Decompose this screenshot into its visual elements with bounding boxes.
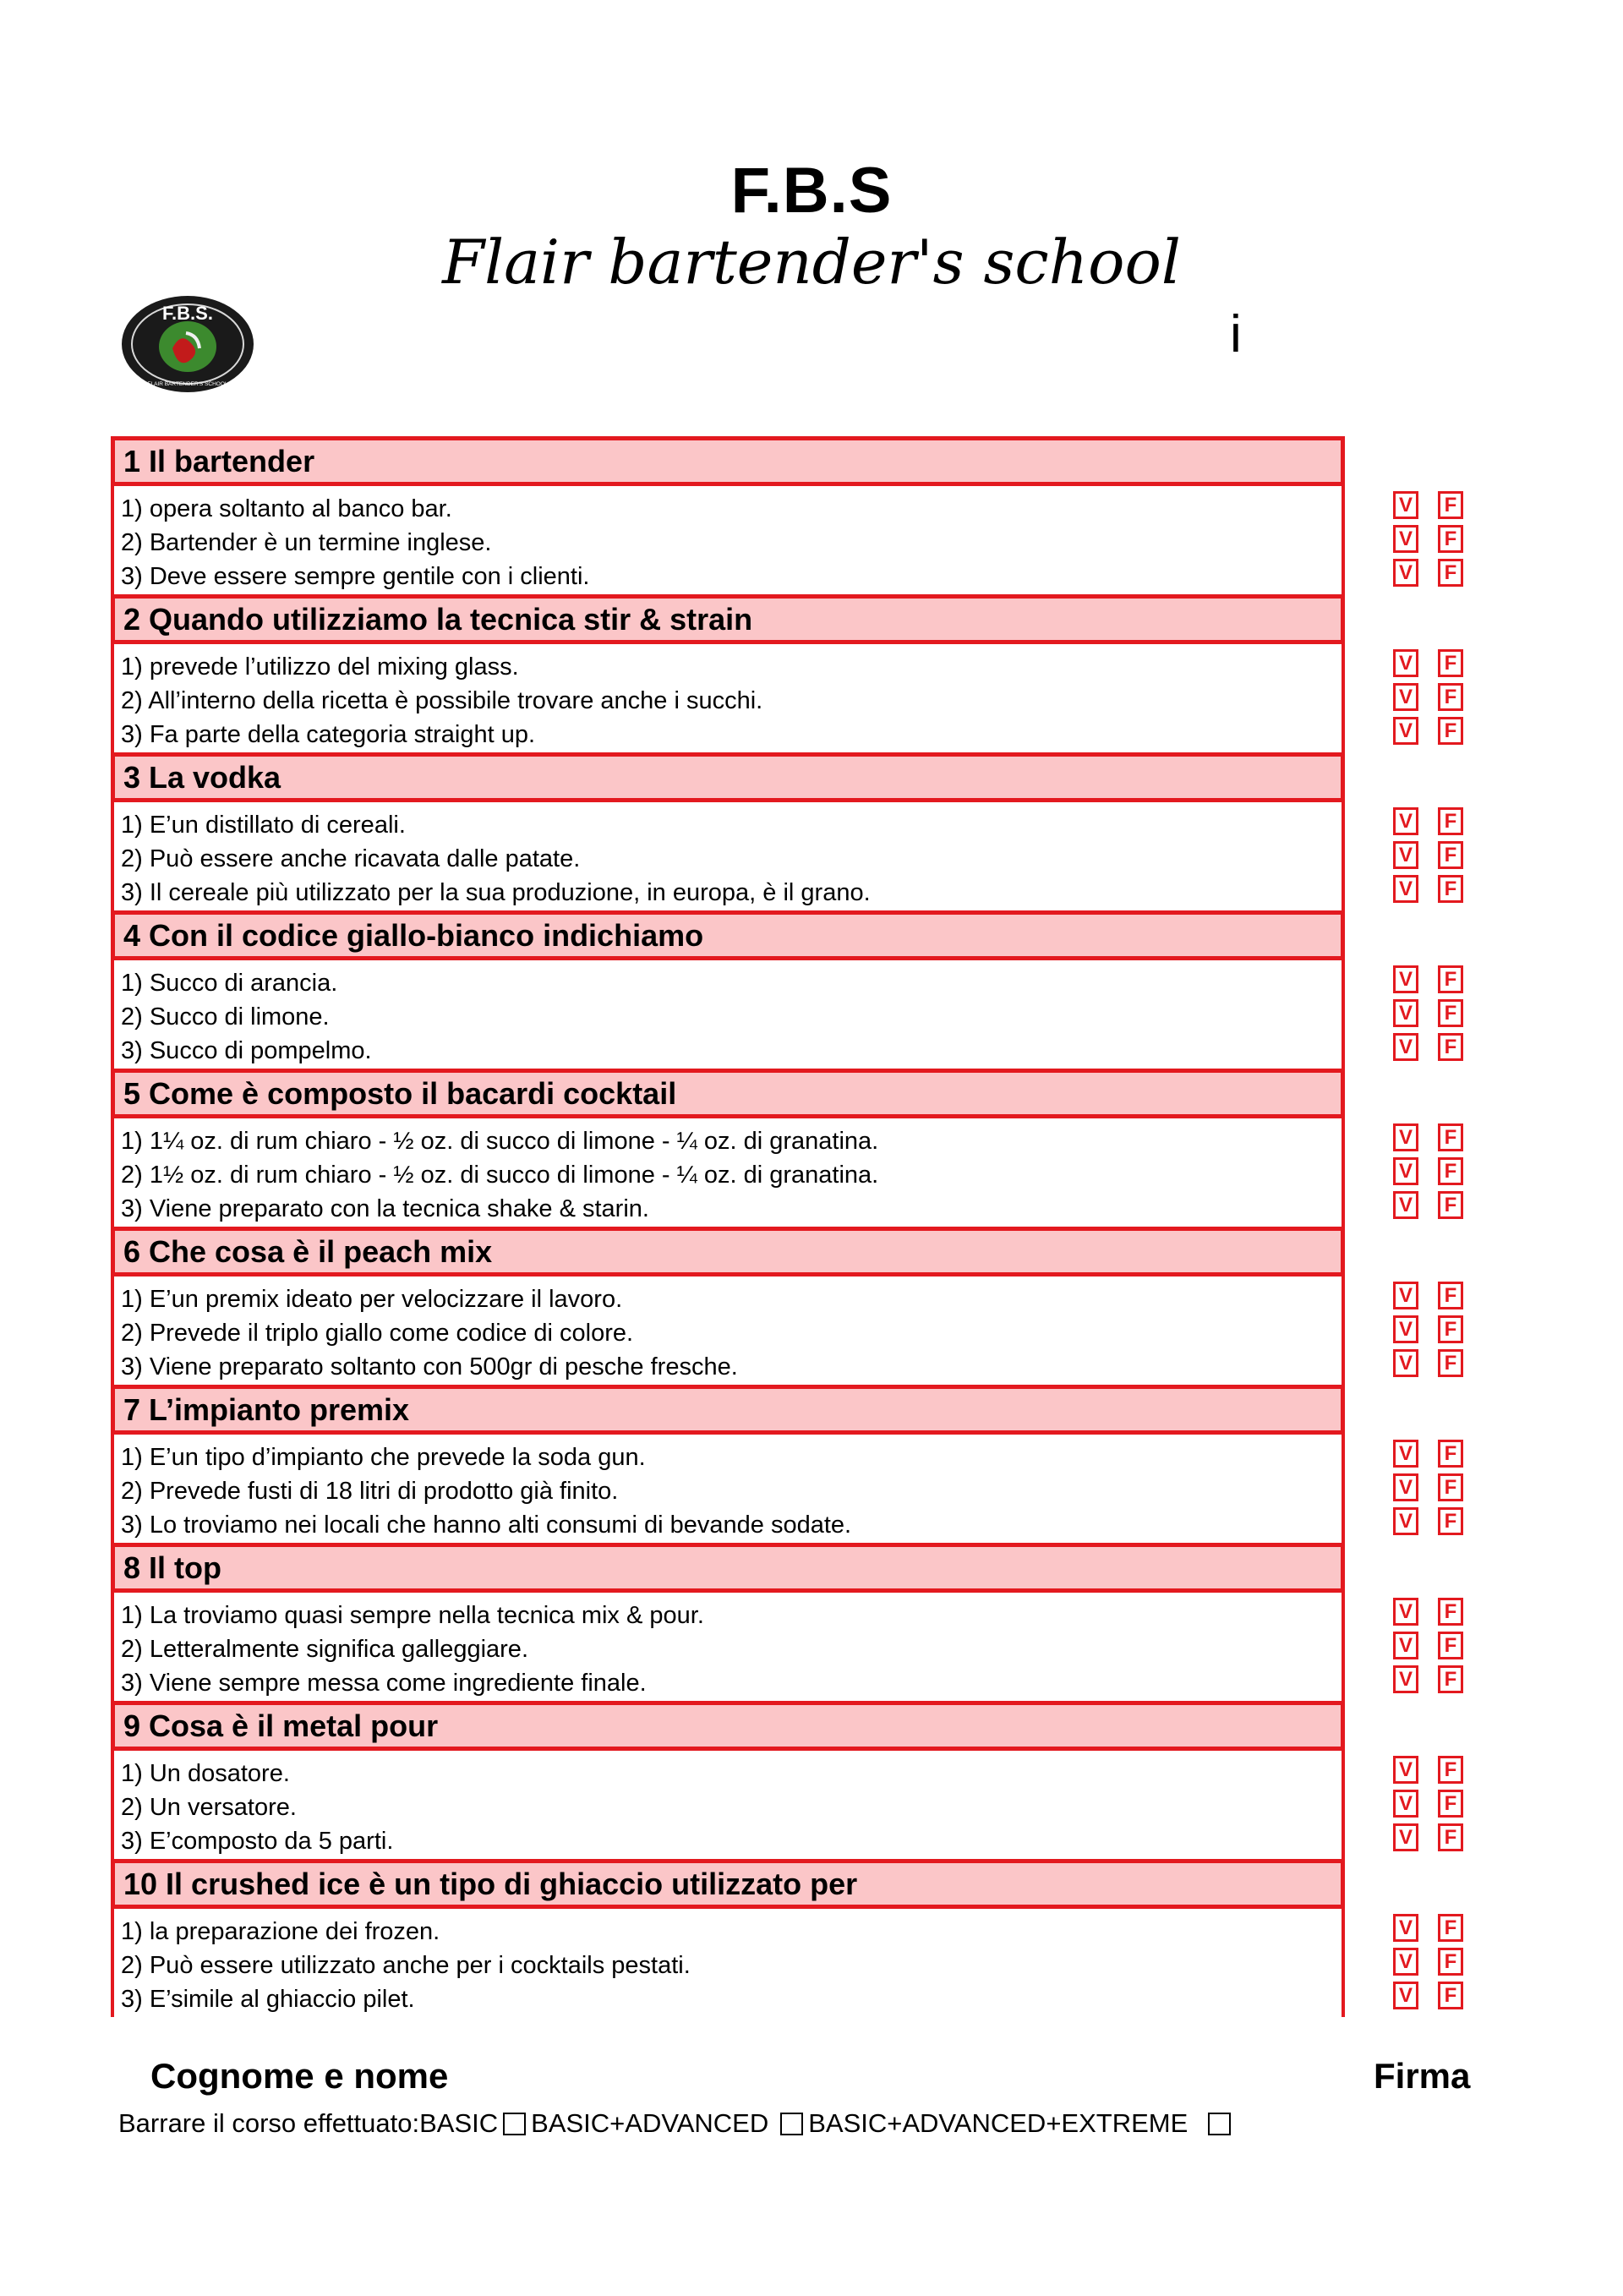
true-checkbox[interactable]: V (1393, 1473, 1418, 1501)
answer-option: 3) Deve essere sempre gentile con i clienti. (121, 563, 590, 590)
answer-option: 1) opera soltanto al banco bar. (121, 495, 452, 522)
question-options (111, 1751, 1345, 1859)
page-title: F.B.S (730, 155, 893, 227)
answer-option: 2) Prevede fusti di 18 litri di prodotto già finito. (121, 1478, 619, 1505)
course-checkbox-basic-advanced[interactable] (780, 2113, 803, 2135)
question-options (111, 486, 1345, 594)
false-checkbox[interactable]: F (1438, 1598, 1463, 1626)
answer-option: 1) Succo di arancia. (121, 970, 338, 997)
question-title: 2 Quando utilizziamo la tecnica stir & strain (111, 594, 1345, 644)
course-checkbox-basic[interactable] (503, 2113, 526, 2135)
question-options (111, 1435, 1345, 1543)
false-checkbox[interactable]: F (1438, 1033, 1463, 1061)
false-checkbox[interactable]: F (1438, 1756, 1463, 1784)
question-title: 5 Come è composto il bacardi cocktail (111, 1069, 1345, 1118)
question-title: 1 Il bartender (111, 436, 1345, 486)
answer-option: 3) E’composto da 5 parti. (121, 1828, 394, 1855)
true-checkbox[interactable]: V (1393, 559, 1418, 587)
false-checkbox[interactable]: F (1438, 1948, 1463, 1976)
answer-option: 2) Succo di limone. (121, 1003, 330, 1030)
false-checkbox[interactable]: F (1438, 1282, 1463, 1309)
answer-option: 2) All’interno della ricetta è possibile trovare anche i succhi. (121, 687, 763, 714)
true-checkbox[interactable]: V (1393, 965, 1418, 993)
true-checkbox[interactable]: V (1393, 1598, 1418, 1626)
false-checkbox[interactable]: F (1438, 1982, 1463, 2009)
school-logo (120, 294, 255, 394)
true-checkbox[interactable]: V (1393, 1191, 1418, 1219)
true-checkbox[interactable]: V (1393, 1632, 1418, 1659)
question-options (111, 1593, 1345, 1701)
course-option-basic: BASIC (419, 2108, 499, 2138)
true-checkbox[interactable]: V (1393, 875, 1418, 903)
true-checkbox[interactable]: V (1393, 1982, 1418, 2009)
true-checkbox[interactable]: V (1393, 1948, 1418, 1976)
answer-option: 2) Un versatore. (121, 1794, 297, 1821)
true-checkbox[interactable]: V (1393, 717, 1418, 745)
false-checkbox[interactable]: F (1438, 1191, 1463, 1219)
course-option-basic-advanced: BASIC+ADVANCED (531, 2108, 769, 2138)
page-subtitle: Flair bartender's school (442, 227, 1181, 298)
quiz-table (111, 436, 1345, 2017)
answer-option: 1) Un dosatore. (121, 1760, 290, 1787)
question-options (111, 1118, 1345, 1227)
answer-option: 1) La troviamo quasi sempre nella tecnica mix & pour. (121, 1602, 704, 1629)
answer-option: 2) Prevede il triplo giallo come codice di colore. (121, 1320, 634, 1347)
answer-option: 3) Viene sempre messa come ingrediente finale. (121, 1670, 647, 1697)
true-checkbox[interactable]: V (1393, 1790, 1418, 1818)
false-checkbox[interactable]: F (1438, 683, 1463, 711)
question-options (111, 1909, 1345, 2017)
answer-option: 3) Il cereale più utilizzato per la sua produzione, in europa, è il grano. (121, 879, 871, 906)
stray-mark: i (1230, 305, 1242, 364)
false-checkbox[interactable]: F (1438, 965, 1463, 993)
answer-option: 2) 1½ oz. di rum chiaro - ½ oz. di succo di limone - ¼ oz. di granatina. (121, 1162, 879, 1189)
false-checkbox[interactable]: F (1438, 875, 1463, 903)
false-checkbox[interactable]: F (1438, 559, 1463, 587)
false-checkbox[interactable]: F (1438, 1315, 1463, 1343)
answer-option: 2) Letteralmente significa galleggiare. (121, 1636, 528, 1663)
answer-option: 3) Viene preparato con la tecnica shake & starin. (121, 1195, 649, 1222)
false-checkbox[interactable]: F (1438, 525, 1463, 553)
question-options (111, 960, 1345, 1069)
question-title: 8 Il top (111, 1543, 1345, 1593)
false-checkbox[interactable]: F (1438, 841, 1463, 869)
question-options (111, 802, 1345, 910)
question-title: 3 La vodka (111, 752, 1345, 802)
true-checkbox[interactable]: V (1393, 1507, 1418, 1535)
answer-option: 2) Può essere utilizzato anche per i cocktails pestati. (121, 1952, 691, 1979)
answer-option: 3) E’simile al ghiaccio pilet. (121, 1986, 415, 2013)
true-checkbox[interactable]: V (1393, 1157, 1418, 1185)
true-checkbox[interactable]: V (1393, 1033, 1418, 1061)
answer-option: 1) prevede l’utilizzo del mixing glass. (121, 653, 519, 681)
true-checkbox[interactable]: V (1393, 491, 1418, 519)
course-selection (118, 2108, 1236, 2139)
answer-option: 3) Succo di pompelmo. (121, 1037, 372, 1064)
logo-ring-text: FLAIR BARTENDER'S SCHOOL (147, 381, 228, 387)
true-checkbox[interactable]: V (1393, 1123, 1418, 1151)
signature-label: Firma (1374, 2056, 1471, 2096)
false-checkbox[interactable]: F (1438, 999, 1463, 1027)
question-title: 4 Con il codice giallo-bianco indichiamo (111, 910, 1345, 960)
false-checkbox[interactable]: F (1438, 717, 1463, 745)
true-checkbox[interactable]: V (1393, 1282, 1418, 1309)
question-title: 6 Che cosa è il peach mix (111, 1227, 1345, 1276)
question-title: 9 Cosa è il metal pour (111, 1701, 1345, 1751)
answer-option: 1) E’un tipo d’impianto che prevede la soda gun. (121, 1444, 646, 1471)
true-checkbox[interactable]: V (1393, 525, 1418, 553)
true-checkbox[interactable]: V (1393, 807, 1418, 835)
answer-option: 2) Può essere anche ricavata dalle patate. (121, 845, 581, 872)
false-checkbox[interactable]: F (1438, 1123, 1463, 1151)
answer-option: 1) la preparazione dei frozen. (121, 1918, 440, 1945)
false-checkbox[interactable]: F (1438, 1473, 1463, 1501)
true-checkbox[interactable]: V (1393, 649, 1418, 677)
true-checkbox[interactable]: V (1393, 1349, 1418, 1377)
false-checkbox[interactable]: F (1438, 807, 1463, 835)
course-option-extreme: BASIC+ADVANCED+EXTREME (808, 2108, 1189, 2138)
false-checkbox[interactable]: F (1438, 491, 1463, 519)
true-checkbox[interactable]: V (1393, 1315, 1418, 1343)
true-checkbox[interactable]: V (1393, 1440, 1418, 1468)
false-checkbox[interactable]: F (1438, 1440, 1463, 1468)
answer-option: 1) E’un premix ideato per velocizzare il lavoro. (121, 1286, 623, 1313)
course-checkbox-extreme[interactable] (1208, 2113, 1231, 2135)
true-checkbox[interactable]: V (1393, 1665, 1418, 1693)
answer-option: 3) Viene preparato soltanto con 500gr di pesche fresche. (121, 1353, 738, 1380)
answer-option: 2) Bartender è un termine inglese. (121, 529, 492, 556)
true-checkbox[interactable]: V (1393, 1914, 1418, 1942)
course-prefix: Barrare il corso effettuato: (118, 2108, 420, 2138)
false-checkbox[interactable]: F (1438, 1823, 1463, 1851)
surname-name-label: Cognome e nome (150, 2056, 449, 2096)
true-checkbox[interactable]: V (1393, 841, 1418, 869)
question-title: 10 Il crushed ice è un tipo di ghiaccio utilizzato per (111, 1859, 1345, 1909)
true-checkbox[interactable]: V (1393, 683, 1418, 711)
question-title: 7 L’impianto premix (111, 1385, 1345, 1435)
true-checkbox[interactable]: V (1393, 999, 1418, 1027)
false-checkbox[interactable]: F (1438, 1507, 1463, 1535)
false-checkbox[interactable]: F (1438, 1157, 1463, 1185)
false-checkbox[interactable]: F (1438, 1790, 1463, 1818)
answer-option: 3) Fa parte della categoria straight up. (121, 721, 536, 748)
true-checkbox[interactable]: V (1393, 1756, 1418, 1784)
answer-option: 1) E’un distillato di cereali. (121, 812, 406, 839)
answer-option: 3) Lo troviamo nei locali che hanno alti consumi di bevande sodate. (121, 1512, 852, 1539)
true-checkbox[interactable]: V (1393, 1823, 1418, 1851)
false-checkbox[interactable]: F (1438, 649, 1463, 677)
question-options (111, 1276, 1345, 1385)
logo-text: F.B.S. (162, 303, 213, 324)
false-checkbox[interactable]: F (1438, 1914, 1463, 1942)
false-checkbox[interactable]: F (1438, 1632, 1463, 1659)
answer-option: 1) 1¼ oz. di rum chiaro - ½ oz. di succo di limone - ¼ oz. di granatina. (121, 1128, 879, 1155)
false-checkbox[interactable]: F (1438, 1349, 1463, 1377)
question-options (111, 644, 1345, 752)
false-checkbox[interactable]: F (1438, 1665, 1463, 1693)
